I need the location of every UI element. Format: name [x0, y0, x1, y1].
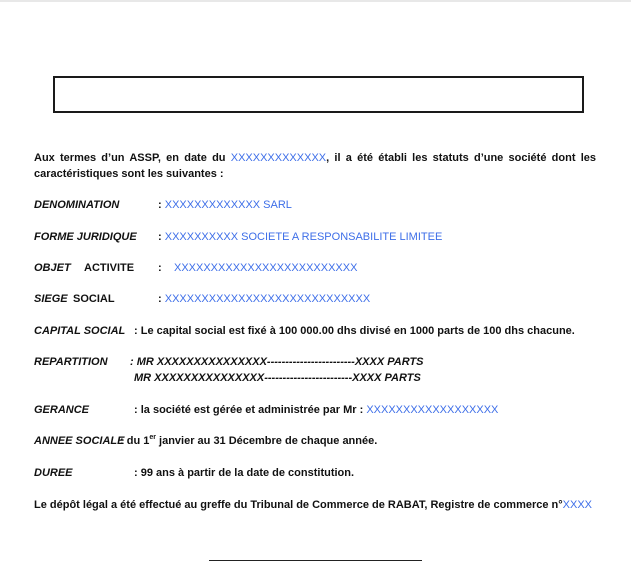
page-top-shade — [0, 0, 631, 2]
gerance-value: : la société est gérée et administrée par Mr : XXXXXXXXXXXXXXXXXX — [134, 404, 499, 416]
objet-value: XXXXXXXXXXXXXXXXXXXXXXXXX — [174, 262, 358, 274]
intro-paragraph — [34, 150, 596, 182]
siege-label: SIEGE — [34, 293, 68, 305]
repartition-line-1: : MR XXXXXXXXXXXXXXX------------------------XXXX PARTS — [130, 356, 424, 368]
forme-juridique-value: : XXXXXXXXXX SOCIETE A RESPONSABILITE LIMITEE — [158, 231, 443, 243]
signature-line — [209, 560, 422, 561]
objet-label: OBJET — [34, 262, 71, 274]
title-box — [53, 76, 584, 113]
denomination-label: DENOMINATION — [34, 199, 120, 211]
forme-juridique-label: FORME JURIDIQUE — [34, 231, 137, 243]
objet-sep: : — [158, 262, 162, 274]
repartition-label: REPARTITION — [34, 356, 108, 368]
repartition-line-2: MR XXXXXXXXXXXXXXX------------------------XXXX PARTS — [134, 372, 421, 384]
footer-text: Le dépôt légal a été effectué au greffe du Tribunal de Commerce de RABAT, Registre de commerce n° — [34, 499, 563, 511]
intro-date-placeholder: XXXXXXXXXXXXX — [230, 152, 327, 164]
gerance-manager: XXXXXXXXXXXXXXXXXX — [366, 404, 499, 416]
footer-paragraph — [34, 497, 596, 513]
capital-value: : Le capital social est fixé à 100 000.00 dhs divisé en 1000 parts de 100 dhs chacune. — [134, 325, 575, 337]
annee-sociale-label: ANNEE SOCIALE — [34, 435, 125, 447]
intro-text-before: Aux termes d’un ASSP, en date du — [34, 152, 231, 164]
capital-label: CAPITAL SOCIAL — [34, 325, 126, 337]
footer-rc-number: XXXX — [562, 499, 593, 511]
duree-label: DUREE — [34, 467, 73, 479]
objet-label-activite: ACTIVITE — [84, 262, 135, 274]
siege-label-social: SOCIAL — [73, 293, 115, 305]
siege-value: : XXXXXXXXXXXXXXXXXXXXXXXXXXXX — [158, 293, 371, 305]
duree-value: : 99 ans à partir de la date de constitution. — [134, 467, 355, 479]
denomination-value: : XXXXXXXXXXXXX SARL — [158, 199, 292, 211]
intro-text-after: , il a été établi les statuts d’une société dont les caractéristiques sont les suivantes : — [34, 152, 596, 180]
annee-sociale-value: : du 1er janvier au 31 Décembre de chaque année. — [120, 434, 378, 447]
gerance-label: GERANCE — [34, 404, 90, 416]
